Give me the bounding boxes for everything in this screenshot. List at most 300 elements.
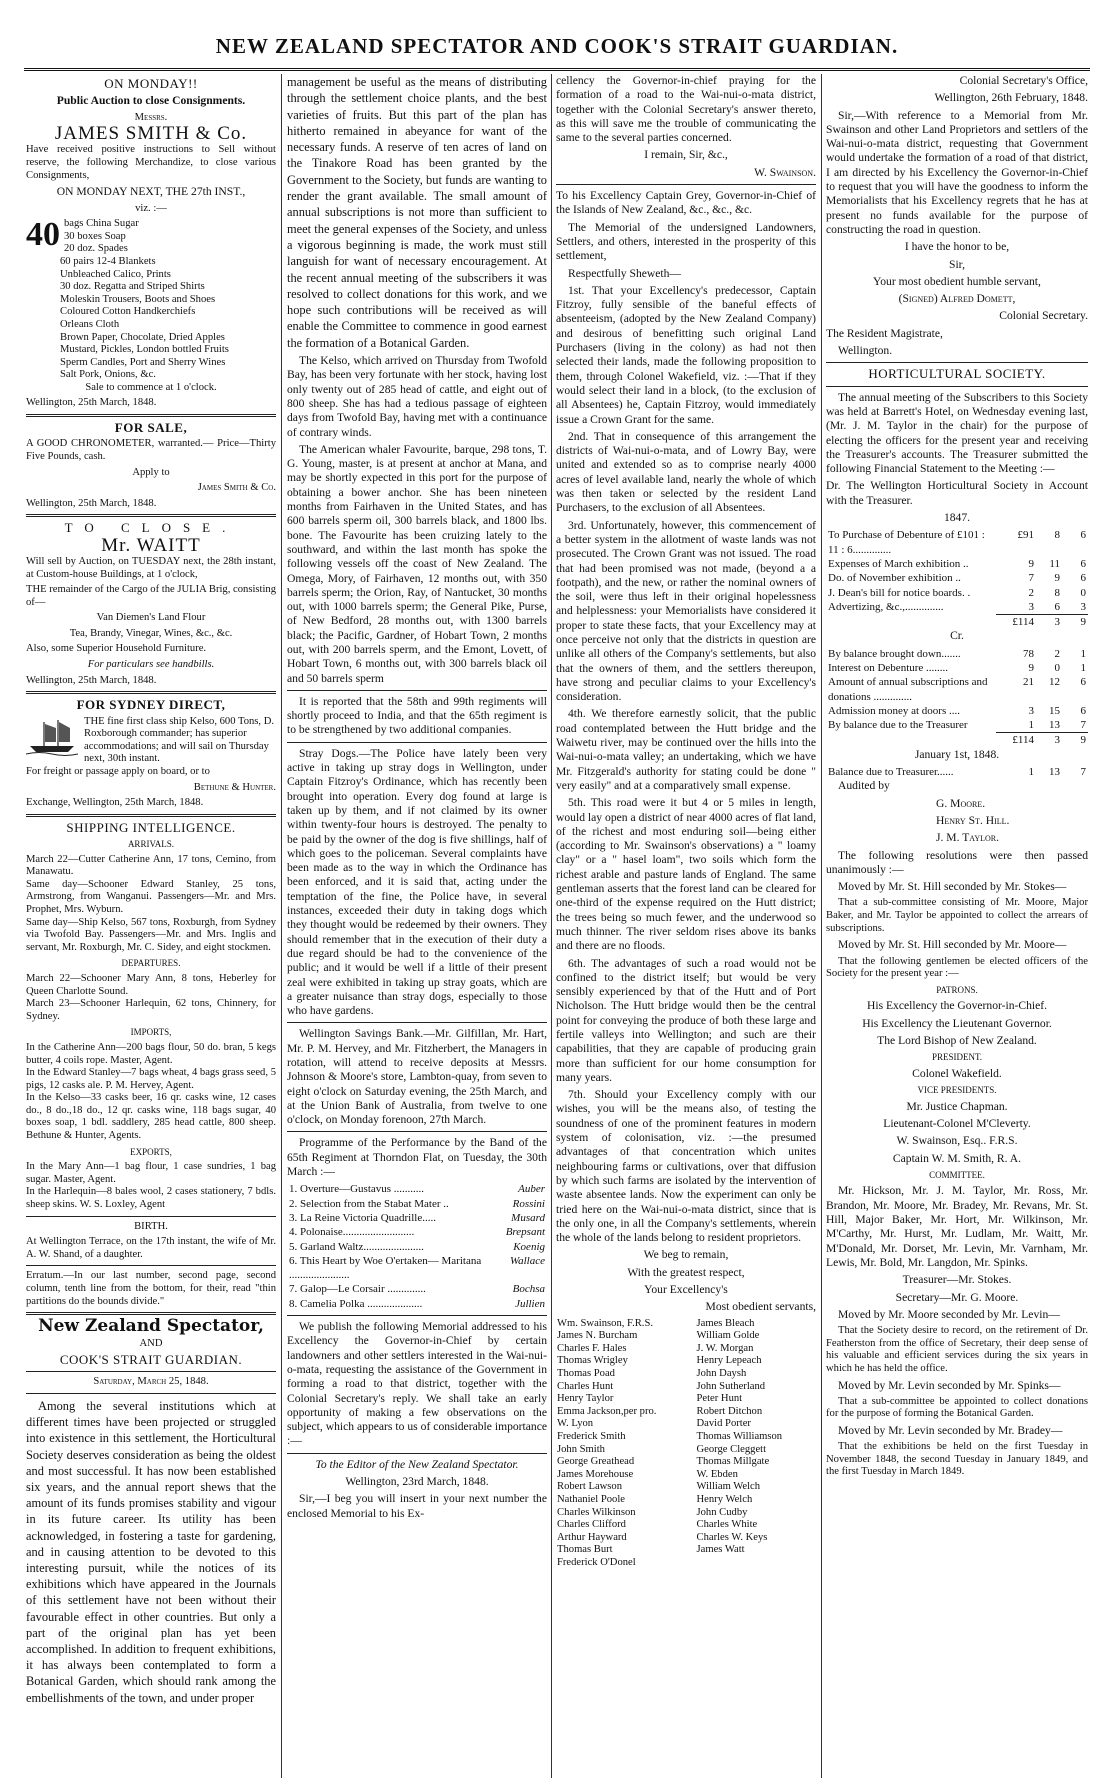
office-date: Wellington, 26th February, 1848. (934, 91, 1088, 105)
memorial-preamble: The Memorial of the undersigned Landowners, Settlers, and others, interested in the prosperity of this settlement, (556, 220, 816, 263)
also-text: Also, some Superior Household Furniture. (26, 643, 207, 655)
messrs-label: Messrs. (134, 111, 168, 123)
divider (287, 690, 547, 691)
divider (26, 1265, 276, 1266)
signatory-name: George Cleggett (696, 1443, 767, 1455)
account-label: Advertizing, &c.,.............. (828, 600, 944, 613)
account-row (826, 586, 1088, 600)
auction-item: Brown Paper, Chocolate, Dried Apples (60, 331, 225, 343)
ship-icon (26, 718, 78, 756)
account-shillings: 15 (1049, 704, 1060, 717)
account-label: J. Dean's bill for notice boards. . (828, 586, 971, 599)
arrivals-heading: ARRIVALS. (127, 839, 175, 850)
programme-item: 2. Selection from the Stabat Mater .. (289, 1197, 449, 1210)
programme-item: 1. Overture—Gustavus ........... (289, 1183, 425, 1196)
signatory-name: John Sutherland (696, 1380, 766, 1392)
birth-text: At Wellington Terrace, on the 17th instant, the wife of Mr. A. W. Shand, of a daughter. (26, 1236, 276, 1260)
resolution-mover: Moved by Mr. Levin seconded by Mr. Spinks— (838, 1378, 1061, 1392)
auditor-name: J. M. Taylor. (936, 831, 1000, 845)
signatory-name: Henry Taylor (557, 1393, 614, 1405)
memorial-point-4: 4th. We therefore earnestly solicit, that the public road contemplated between the Hutt bridge and the Waiwetu river, may be continued over the hills into the Wai-nui-o-mata valley; an undertaking, which we have Mr. Fitzgerald's authority for stating could be done " very easily" and at a comparatively small expense. (556, 707, 816, 792)
auction-item: Unbleached Calico, Prints (60, 268, 171, 280)
account-label: By balance due to the Treasurer (828, 719, 968, 732)
imports-heading: IMPORTS, (130, 1027, 172, 1038)
reply-recipient: Wellington. (838, 344, 893, 358)
sydney-heading: FOR SYDNEY DIRECT, (76, 697, 226, 713)
memorial-intro: We publish the following Memorial addressed to his Excellency the Governor-in-Chief by certain landowners and other settlers interested in the Wai-nui-o-mata, requesting the assistance of the Government in forming a road to that district, together with the Colonial Secretary's reply. We shall take an early opportunity of making a few observations on the subject, which appears to us of considerable importance :— (287, 1320, 547, 1448)
account-label: To Purchase of Debenture of £101 : 11 : 6.............. (828, 529, 985, 556)
imports-text: In the Catherine Ann—200 bags flour, 50 do. bran, 5 kegs butter, 4 coils rope. Master, Agent. In the Edward Stanley—7 bags wheat, 4 bags grass seed, 5 pigs, 12 casks ale. P. M. Hervey, Agent. In the Kelso—33 casks beer, 16 qr. casks wine, 12 cases do., 8 do.,18 do., 12 qr. casks wine, 118 bags sugar, 40 boxes soap, 1 bdl. saddlery, 285 head cattle, 800 sheep. Bethune & Hunter, Agents. (26, 1041, 276, 1142)
president-heading: PRESIDENT. (931, 1052, 983, 1063)
signatory-row (556, 1406, 816, 1419)
programme-row (287, 1297, 547, 1311)
divider (826, 386, 1088, 387)
account-pence: 3 (1080, 600, 1086, 613)
credit-total (826, 732, 1088, 747)
account-label: Admission money at doors .... (828, 704, 960, 717)
to-close-heading: TO CLOSE. (64, 520, 238, 536)
signatory-name: Charles Wilkinson (557, 1506, 636, 1518)
debit-total (826, 614, 1088, 629)
resolution-text: That a sub-committee be appointed to collect donations for the purpose of forming the Botanical Garden. (826, 1395, 1088, 1420)
account-pence: 6 (1080, 572, 1086, 585)
account-label: Do. of November exhibition .. (828, 572, 961, 585)
signatory-row (556, 1557, 816, 1570)
memorial-point-1: 1st. That your Excellency's predecessor, Captain Fitzroy, fully sensible of the baneful effects of absenteeism, (adopted by the New Zealand Company) and desirous of benefitting such original Land Purchasers (living in the colony) as had not then selected their lands, made the following proposition to them, through Colonel Wakefield, viz. :—That if they would select their land in a block, (to the exclusion of all Absentees) he, Captain Fitzroy, would immediately issue a Crown Grant for the same. (556, 283, 816, 426)
auction-item-list (26, 218, 276, 382)
column-4 (826, 74, 1088, 1778)
signatory-row (556, 1444, 816, 1457)
exports-heading: EXPORTS, (130, 1146, 172, 1157)
auction-item: 30 boxes Soap (64, 230, 126, 242)
treasurer: Treasurer—Mr. Stokes. (902, 1273, 1012, 1287)
memorial-point-6: 6th. The advantages of such a road would not be confined to the district itself; but would be very sensibly experienced by that of the Hutt and of Port Nicholson. The Hutt bridge would then be the central point for conveying the produce of both these large and fertile valleys into Wellington; and such are their capabilities, that they are capable of producing grain more than sufficient for our home consumption for many years. (556, 956, 816, 1084)
signatory-name: John Smith (557, 1443, 605, 1455)
credit-heading: Cr. (950, 629, 964, 643)
balance-pounds: 1 (1028, 766, 1034, 779)
newspaper-title: NEW ZEALAND SPECTATOR AND COOK'S STRAIT GUARDIAN. (215, 34, 899, 58)
account-pence: 1 (1080, 661, 1086, 674)
signatory-row (556, 1456, 816, 1469)
signatory-name: Robert Ditchon (696, 1405, 763, 1417)
account-pence: 1 (1080, 647, 1086, 660)
dateline: Wellington, 25th March, 1848. (26, 397, 157, 409)
secretary: Secretary—Mr. G. Moore. (895, 1290, 1019, 1304)
account-pounds: 9 (1028, 557, 1034, 570)
signatory-name: John Daysh (696, 1368, 747, 1380)
account-row (826, 600, 1088, 614)
committee-heading: COMMITTEE. (929, 1169, 985, 1180)
divider (826, 362, 1088, 363)
auction-heading: ON MONDAY!! (104, 76, 198, 91)
programme-row (287, 1182, 547, 1196)
masthead-rule (24, 68, 1090, 71)
resolution-text: That the exhibitions be held on the first Tuesday in November 1848, the second Tuesday in January 1849, and the first Tuesday in March 1849. (826, 1441, 1088, 1478)
account-pence: 6 (1080, 704, 1086, 717)
signatory-name: J. W. Morgan (696, 1342, 754, 1354)
handbills-note: For particulars see handbills. (87, 659, 215, 671)
memorial-address: To his Excellency Captain Grey, Governor-in-Chief of the Islands of New Zealand, &c., &c., &c. (556, 189, 816, 217)
sydney-ad (26, 716, 276, 766)
for-sale-text: A GOOD CHRONOMETER, warranted.— Price—Thirty Five Pounds, cash. (26, 438, 276, 462)
reply-signature: (Signed) Alfred Domett, (898, 292, 1016, 306)
account-row (826, 675, 1088, 704)
account-row (826, 704, 1088, 718)
signatory-row (556, 1507, 816, 1520)
signatory-name: Thomas Millgate (696, 1456, 770, 1468)
signatory-row (556, 1381, 816, 1394)
signatory-name: William Golde (696, 1330, 760, 1342)
shipping-heading: SHIPPING INTELLIGENCE. (66, 819, 236, 835)
account-pence: 6 (1080, 676, 1086, 689)
memorial-closing: Most obedient servants, (705, 1300, 816, 1314)
reply-closing: I have the honor to be, (904, 240, 1010, 254)
signatory-name: William Welch (696, 1481, 761, 1493)
signatory-name: Henry Lepeach (696, 1355, 762, 1367)
reply-closing: Your most obedient humble servant, (873, 274, 1041, 288)
account-row (826, 661, 1088, 675)
resolution-mover: Moved by Mr. Levin seconded by Mr. Bradey— (838, 1423, 1063, 1437)
signatory-row (556, 1368, 816, 1381)
signatory-name: James Watt (696, 1544, 745, 1556)
vice-president-name: Captain W. M. Smith, R. A. (892, 1151, 1022, 1165)
for-sale-heading: FOR SALE, (114, 420, 188, 436)
letter-date: Wellington, 23rd March, 1848. (345, 1475, 489, 1489)
masthead (0, 0, 1114, 62)
auction-item: Orleans Cloth (60, 318, 120, 330)
signatory-name: Frederick O'Donel (557, 1556, 636, 1568)
signatory-row (556, 1330, 816, 1343)
signatory-row (556, 1544, 816, 1557)
vice-president-name: W. Swainson, Esq.. F.R.S. (896, 1134, 1018, 1148)
column-3 (556, 74, 816, 1778)
signatory-row (556, 1494, 816, 1507)
signatory-row (556, 1393, 816, 1406)
whaler-paragraph: The American whaler Favourite, barque, 298 tons, T. G. Young, master, is at present at anchor at Mana, and may be shortly expected in this port for the purpose of obtaining a bower anchor. She has been nineteen months from Fairhaven in the United States, and has 600 barrels sperm oil, 300 barrels black, and 1800 lbs. bone. The Favourite has been cruizing lately to the southward, and within the last month has spoke the following vessels off the coast of New Zealand. The Omega, Mory, of Fairhaven, 12 months out, with 350 barrels sperm; the Orion, Ray, of Nantucket, 30 months out, with 1000 barrels sperm; the General Pike, Purse, of New Bedford, 28 months out, with 1300 barrels black; the Pacific, Gardner, of Hobart Town, 2 months out, with 200 barrels sperm, and the Emont, Lovett, of Hobart Town, 6 months out, with 300 barrels black oil and 50 barrels sperm (287, 442, 547, 685)
auction-intro: Have received positive instructions to Sell without reserve, the following Merchandize, to close various Consignments, (26, 144, 276, 181)
sale-time: Sale to commence at 1 o'clock. (85, 381, 217, 393)
birth-heading: BIRTH. (134, 1220, 168, 1232)
resolution-mover: Moved by Mr. St. Hill seconded by Mr. Stokes— (838, 880, 1067, 894)
memorial-point-3: 3rd. Unfortunately, however, this commencement of a better system in the allotment of waste lands was not prosecuted. The Crown Grant was not issued. The road that had been promised was not made, (beyond a a footpath), and the new, or rather the nominal owners of the soil, were thus left in their original hopelessness and helplessness: your Memorialists have considered it proper to state these facts, that your Excellency may at once perceive not only that the districts in question are unlike all others of the Company's settlements, but also that the owners of them, and the settlers thereupon, have strong and peculiar claims to your Excellency's consideration. (556, 518, 816, 704)
programme-composer: Jullien (515, 1297, 545, 1310)
memorial-closing: Your Excellency's (644, 1283, 728, 1297)
column-divider (551, 74, 552, 1778)
account-pounds: 21 (1023, 676, 1034, 689)
reply-recipient: The Resident Magistrate, (826, 326, 943, 340)
regiments-paragraph: It is reported that the 58th and 99th regiments will shortly proceed to India, and that the 65th regiment is to be strengthened by two additional companies. (287, 694, 547, 737)
divider (287, 1131, 547, 1132)
viz-label: viz. :— (135, 202, 167, 214)
account-pence: 7 (1080, 719, 1086, 732)
programme-item: 8. Camelia Polka .................... (289, 1297, 423, 1310)
account-row (826, 528, 1088, 557)
savings-bank-paragraph: Wellington Savings Bank.—Mr. Gilfillan, Mr. Hart, Mr. P. M. Hervey, and Mr. Fitzherbert, the Managers in rotation, will attend to receive deposits at Messrs. Johnson & Moore's store, Lambton-quay, from seven to eight o'clock on Saturday evening, the 25th March, and at the Union Bank of Australia, from twelve to one o'clock, on Monday forenoon, 27th March. (287, 1027, 547, 1127)
account-label: By balance brought down....... (828, 647, 961, 660)
erratum-text: Erratum.—In our last number, second page, second column, tenth line from the bottom, for their, read "thin partitions do the bounds divide." (26, 1270, 276, 1307)
signatory-name: Arthur Hayward (557, 1531, 627, 1543)
account-pence: 6 (1080, 529, 1086, 542)
kelso-paragraph: The Kelso, which arrived on Thursday from Twofold Bay, has been very fortunate with her stock, having lost only twenty out of 285 head of cattle, and eight out of 800 sheep. She has had a tedious passage of eighteen days from Twofold Bay, having met with a continuance of contrary winds. (287, 354, 547, 439)
letter-body: Sir,—I beg you will insert in your next number the enclosed Memorial to his Ex- (287, 1492, 547, 1520)
account-shillings: 8 (1054, 586, 1060, 599)
apply-label: Apply to (132, 466, 170, 478)
debit-table (826, 528, 1088, 614)
account-year: 1847. (943, 511, 971, 525)
account-pounds: 7 (1028, 572, 1034, 585)
patron-name: His Excellency the Lieutenant Governor. (862, 1016, 1052, 1030)
letter-address: To the Editor of the New Zealand Spectator. (315, 1457, 519, 1471)
signatory-name: Frederick Smith (557, 1430, 626, 1442)
horticultural-intro: The annual meeting of the Subscribers to this Society was held at Barrett's Hotel, on Wednesday evening last,(Mr. J. M. Taylor in the chair) for the purpose of electing the officers for the present year and receiving the Treasurer's accounts. The Treasurer submitted the following Financial Statement to the Meeting :— (826, 390, 1088, 476)
total-pence: 9 (1062, 733, 1088, 748)
dateline: Wellington, 25th March, 1848. (26, 497, 157, 509)
office-heading: Colonial Secretary's Office, (959, 74, 1088, 87)
signatory-name: John Cudby (696, 1506, 748, 1518)
resolution-text: That the following gentlemen be elected officers of the Society for the present year :— (826, 955, 1088, 980)
programme-composer: Rossini (512, 1197, 545, 1210)
account-shillings: 13 (1049, 719, 1060, 732)
programme-row (287, 1225, 547, 1239)
account-pounds: 9 (1028, 661, 1034, 674)
auction-item: Salt Pork, Onions, &c. (60, 369, 156, 381)
resolution-mover: Moved by Mr. St. Hill seconded by Mr. Moore— (838, 938, 1067, 952)
president-name: Colonel Wakefield. (912, 1066, 1002, 1080)
auction-item: Sperm Candles, Port and Sherry Wines (60, 356, 226, 368)
signatory-name: David Porter (696, 1418, 751, 1430)
account-pounds: 78 (1023, 647, 1034, 660)
memorial-closing: With the greatest respect, (627, 1265, 745, 1279)
signatory-name: Peter Hunt (696, 1393, 743, 1405)
account-pounds: 2 (1028, 586, 1034, 599)
programme-composer: Auber (518, 1183, 545, 1196)
signatory-name: Thomas Williamson (696, 1430, 783, 1442)
signatory-name: W. Ebden (696, 1468, 738, 1480)
letter-signer: W. Swainson. (754, 165, 816, 179)
divider (26, 691, 276, 694)
signatory-name: Henry Welch (696, 1493, 753, 1505)
divider (287, 1453, 547, 1454)
signatories-table (556, 1318, 816, 1570)
programme-composer: Koenig (513, 1240, 545, 1253)
signatory-name: Wm. Swainson, F.R.S. (557, 1317, 653, 1329)
auction-item: Moleskin Trousers, Boots and Shoes (60, 293, 216, 305)
account-shillings: 0 (1054, 661, 1060, 674)
vice-presidents-heading: VICE PRESIDENTS. (917, 1085, 997, 1096)
programme-row (287, 1282, 547, 1296)
divider (287, 1315, 547, 1316)
divider (26, 1312, 276, 1315)
account-pence: 0 (1080, 586, 1086, 599)
reply-body: Sir,—With reference to a Memorial from Mr. Swainson and other Land Proprietors and settlers of the Wai-nui-o-mata district, requesting that Government would undertake the formation of a road of that district, I am directed by his Excellency the Governor-in-Chief to request that you will have the goodness to inform the Memorialists that his Excellency regrets that he has at present no funds available for the purpose of constructing the road in question. (826, 108, 1088, 236)
programme-item: 3. La Reine Victoria Quadrille..... (289, 1211, 436, 1224)
programme-composer: Bochsa (512, 1283, 545, 1296)
auction-date: ON MONDAY NEXT, THE 27th INST., (56, 185, 246, 199)
account-row (826, 557, 1088, 571)
account-shillings: 6 (1054, 600, 1060, 613)
signatory-row (556, 1532, 816, 1545)
auction-item: Mustard, Pickles, London bottled Fruits (60, 344, 229, 356)
firm-name: JAMES SMITH & Co. (54, 123, 248, 145)
committee-list: Mr. Hickson, Mr. J. M. Taylor, Mr. Ross, Mr. Brandon, Mr. Moore, Mr. Bradey, Mr. Revans, Mr. St. Hill, Major Baker, Mr. Hort, Mr. Wilkinson, Mr. M'Carthy, Mr. Hurst, Mr. Ludlam, Mr. Waitt, Mr. M'Donald, Mr. Dorset, Mr. Levin, Mr. Varnham, Mr. Lewis, Mr. Bold, Mr. Langdon, Mr. Spinks. (826, 1184, 1088, 1269)
signatory-name: Robert Lawson (557, 1481, 623, 1493)
account-shillings: 2 (1054, 647, 1060, 660)
account-label: Amount of annual subscriptions and donations .............. (828, 676, 988, 703)
programme-row (287, 1254, 547, 1283)
sydney-text: THE fine first class ship Kelso, 600 Tons, D. Roxborough commander; has superior accommodations; and will sail on Thursday next, 30th instant. (84, 715, 275, 765)
account-pounds: 3 (1028, 704, 1034, 717)
account-pence: 6 (1080, 557, 1086, 570)
divider (26, 1216, 276, 1217)
programme-item: 4. Polonaise.......................... (289, 1226, 415, 1239)
column-1 (26, 74, 276, 1778)
signatory-name: Nathaniel Poole (557, 1493, 625, 1505)
total-pence: 9 (1062, 615, 1088, 630)
signatory-name: Charles Hunt (557, 1380, 614, 1392)
memorial-point-7: 7th. Should your Excellency comply with our wishes, you will be the means also, of testing the soundness of one of the prominent features in modern system of colonisation, viz. :—the presumed advantages of that concentration which unites neighbouring farms or cultivations, over that diffusion by which such farms are isolated by the intervention of waste absentee lands. Now the experiment can only be tried here on the Wai-nui-o-mata district, since that is the only one, in all the Company's settlements, wherein the whole of the lands belong to resident proprietors. (556, 1088, 816, 1245)
column-divider (821, 74, 822, 1778)
balance-label: Balance due to Treasurer...... (828, 766, 954, 779)
balance-shillings: 13 (1049, 766, 1060, 779)
divider (26, 814, 276, 817)
balance-pence: 7 (1080, 766, 1086, 779)
reply-signature-title: Colonial Secretary. (999, 309, 1088, 323)
auctioneer-name: Mr. WAITT (101, 534, 201, 556)
signatory-row (556, 1318, 816, 1331)
total-pounds: £114 (996, 733, 1036, 748)
account-shillings: 11 (1049, 557, 1060, 570)
signatory-name: Charles W. Keys (696, 1531, 768, 1543)
letter-continued: cellency the Governor-in-chief praying for the formation of a road to the Wai-nui-o-mata district, together with the Colonial Secretary's answer thereto, as this will save me the trouble of communicating the same to the several parties concerned. (556, 74, 816, 145)
quantity-numeral: 40 (26, 216, 60, 254)
account-pounds: 1 (1028, 719, 1034, 732)
editorial-continued: management be useful as the means of distributing through the settlement choice plants, and the best varieties of fruits. But this part of the plan has hitherto remained in abeyance for want of the necessary funds. A reserve of ten acres of land on the Tinakore Road has been granted by the Government to the Society, but funds are wanting to render the grant available. The small amount of annual subscriptions is not more than sufficient to meet the general expenses of the Society, and unless a vigorous beginning is made, the work must still languish for want of necessary encouragement. At the recent annual meeting of the subscribers it was resolved to collect donations for this work, and we hope such contributions will be received as will enable the Committee to commence in good earnest the formation of a Botanical Garden. (287, 75, 547, 350)
signatory-name: Charles White (696, 1519, 758, 1531)
dateline: Exchange, Wellington, 25th March, 1848. (26, 797, 204, 809)
signatory-name: James Morehouse (557, 1468, 634, 1480)
signatory-name: James N. Burcham (557, 1330, 638, 1342)
signatory-name: Thomas Burt (557, 1544, 613, 1556)
programme-item: 7. Galop—Le Corsair .............. (289, 1283, 426, 1296)
signatory-row (556, 1355, 816, 1368)
balance-date: January 1st, 1848. (914, 747, 1000, 761)
departures-text: March 22—Schooner Mary Ann, 8 tons, Heberley for Queen Charlotte Sound. March 23—Schooner Harlequin, 62 tons, Chinnery, for Sydney. (26, 972, 276, 1022)
departures-heading: DEPARTURES. (121, 958, 181, 969)
horticultural-heading: HORTICULTURAL SOCIETY. (868, 366, 1046, 382)
vice-president-name: Lieutenant-Colonel M'Cleverty. (883, 1116, 1031, 1130)
signatory-row (556, 1431, 816, 1444)
signatory-name: James Bleach (696, 1317, 755, 1329)
apply-name: James Smith & Co. (197, 482, 276, 494)
account-heading: Dr. The Wellington Horticultural Society in Account with the Treasurer. (826, 479, 1088, 507)
reply-closing: Sir, (949, 257, 965, 271)
signatory-row (556, 1469, 816, 1482)
account-shillings: 8 (1054, 529, 1060, 542)
memorial-sheweth: Respectfully Sheweth— (568, 266, 682, 280)
programme-composer: Brepsant (505, 1226, 545, 1239)
julia-item: Van Diemen's Land Flour (96, 612, 206, 624)
programme-composer: Musard (511, 1211, 545, 1224)
auditor-name: G. Moore. (936, 796, 986, 810)
signatory-name: Thomas Poad (557, 1368, 615, 1380)
divider (287, 742, 547, 743)
programme-composer: Wallace (509, 1254, 545, 1267)
account-pounds: £91 (1017, 529, 1034, 542)
patron-name: His Excellency the Governor-in-Chief. (866, 999, 1048, 1013)
auction-item: bags China Sugar (64, 218, 139, 230)
total-shillings: 3 (1036, 615, 1062, 630)
divider (26, 414, 276, 417)
auction-subheading: Public Auction to close Consignments. (56, 94, 246, 108)
julia-text: THE remainder of the Cargo of the JULIA Brig, consisting of— (26, 584, 276, 608)
signatory-row (556, 1519, 816, 1532)
signatory-name: Charles F. Hales (557, 1342, 627, 1354)
signatory-name (696, 1557, 816, 1570)
signatory-name: W. Lyon (557, 1418, 594, 1430)
programme-intro: Programme of the Performance by the Band of the 65th Regiment at Thorndon Flat, on Tuesday, the 30th March :— (287, 1136, 547, 1179)
issue-date: Saturday, March 25, 1848. (93, 1376, 209, 1388)
auction-item: 20 doz. Spades (64, 243, 128, 255)
programme-row (287, 1240, 547, 1254)
signatory-row (556, 1343, 816, 1356)
patron-name: The Lord Bishop of New Zealand. (877, 1033, 1037, 1047)
total-pounds: £114 (996, 615, 1036, 630)
programme-row (287, 1211, 547, 1225)
editorial-text: Among the several institutions which at different times have been projected or struggled into existence in this settlement, the Horticultural Society deserves consideration as being the oldest and most successful. It has now been established six years, and the annual report shews that the amount of its funds promises stability and vigour in its future career. Its utility has been acknowledged, in fostering a taste for gardening, and in causing attention to be devoted to this interesting pursuit, while the notices of its exhibitions which have appeared in the Journals of this settlement have not been without their favourable effect in other countries. But only a part of the original plan has yet been accomplished. In addition to frequent exhibitions, it has always been contemplated to form a Botanical Garden, which should rank among the embellishments of the town, and under proper (26, 1398, 276, 1705)
account-shillings: 12 (1049, 676, 1060, 689)
resolution-mover: Moved by Mr. Moore seconded by Mr. Levin— (838, 1307, 1060, 1321)
audited-label: Audited by (838, 779, 890, 793)
credit-table (826, 647, 1088, 733)
resolutions-intro: The following resolutions were then passed unanimously :— (826, 848, 1088, 876)
column-2 (287, 74, 547, 1778)
programme-item: 5. Garland Waltz...................... (289, 1240, 424, 1253)
stray-dogs-paragraph: Stray Dogs.—The Police have lately been very active in taking up stray dogs in Wellington, under Captain Fitzroy's Ordinance, which has recently been brought into operation. Every dog found at large is taken up by them, and if not claimed by its owner within twenty-four hours is destroyed. The penalty to be paid by the owner of the dog is five shillings, half of which goes to the policeman. Several complaints have been made as to the way in which the Ordinance has been enforced, and it is said that, acting under the temptation of the fine, the Police have, in several instances, exceeded their duty in taking dogs which they thought would be redeemed by their owners. They should remember that in the execution of their duty a due regard should be had to the convenience of the public; and it would be well if a little of their present zeal were exhibited in taking up stray goats, which are a greater nuisance than stray dogs, especially to those who have gardens. (287, 746, 547, 1018)
divider (556, 184, 816, 185)
total-shillings: 3 (1036, 733, 1062, 748)
julia-item: Tea, Brandy, Vinegar, Wines, &c., &c. (69, 627, 233, 639)
account-label: Interest on Debenture ........ (828, 661, 949, 674)
signatory-name: Emma Jackson,per pro. (557, 1405, 657, 1417)
paper-subtitle: COOK'S STRAIT GUARDIAN. (59, 1352, 243, 1368)
divider (26, 1371, 276, 1372)
divider (26, 1393, 276, 1394)
patrons-heading: PATRONS. (936, 984, 978, 995)
signatory-row (556, 1481, 816, 1494)
resolution-text: That a sub-committee consisting of Mr. Moore, Major Baker, and Mr. Taylor be appointed to collect the arrears of subscriptions. (826, 897, 1088, 934)
programme-table (287, 1182, 547, 1311)
divider (26, 514, 276, 517)
vice-president-name: Mr. Justice Chapman. (906, 1099, 1008, 1113)
arrivals-text: March 22—Cutter Catherine Ann, 17 tons, Cemino, from Manawatu. Same day—Schooner Edward Stanley, 25 tons, Armstrong, from Wanganui. Passengers—Mr. and Mrs. Prophet, Mrs. Wyburn. Same day—Ship Kelso, 567 tons, Roxburgh, from Sydney via Twofold Bay. Passengers—Mr. and Mrs. Inglis and servant, Mr. Roxburgh, Mr. C. Sidey, and eight stockmen. (26, 853, 276, 953)
dateline: Wellington, 25th March, 1848. (26, 674, 157, 686)
account-pounds: 3 (1028, 600, 1034, 613)
sydney-freight: For freight or passage apply on board, or to (26, 765, 210, 777)
signatory-name: Charles Clifford (557, 1519, 626, 1531)
signatory-row (556, 1418, 816, 1431)
sydney-agents: Bethune & Hunter. (193, 781, 276, 793)
auction-item: Coloured Cotton Handkerchiefs (60, 306, 196, 318)
auction-item: 60 pairs 12-4 Blankets (60, 255, 156, 267)
nameplate-and: AND (139, 1337, 163, 1349)
balance-table (826, 765, 1088, 779)
signatory-name: Thomas Wrigley (557, 1355, 628, 1367)
resolution-text: That the Society desire to record, on the retirement of Dr. Featherston from the office of Secretary, their deep sense of his valuable and efficient services during the six years in which he has held the office. (826, 1325, 1088, 1374)
signatory-name: George Greathead (557, 1456, 635, 1468)
waitt-text: Will sell by Auction, on TUESDAY next, the 28th instant, at Custom-house Buildings, at 1 o'clock, (26, 555, 276, 580)
account-row (826, 647, 1088, 661)
auditor-name: Henry St. Hill. (936, 813, 1010, 827)
